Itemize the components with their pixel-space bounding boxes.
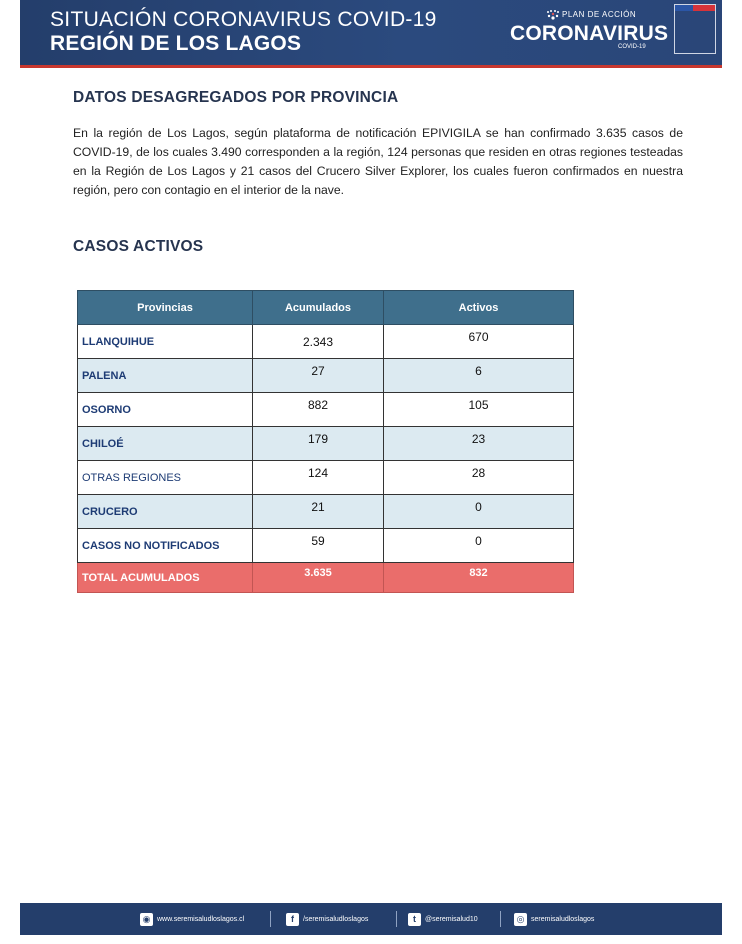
activos-value: 105 [384, 393, 574, 427]
province-name: CHILOÉ [78, 427, 253, 461]
province-name: PALENA [78, 359, 253, 393]
section-title-datos: DATOS DESAGREGADOS POR PROVINCIA [73, 89, 399, 106]
instagram-link[interactable]: seremisaludloslagos [531, 915, 595, 923]
activos-value: 670 [384, 325, 574, 359]
plan-sub-label: COVID-19 [618, 44, 646, 50]
activos-value: 6 [384, 359, 574, 393]
twitter-link[interactable]: @seremisalud10 [425, 915, 478, 923]
section-title-casos-activos: CASOS ACTIVOS [73, 238, 204, 255]
total-label: TOTAL ACUMULADOS [78, 563, 253, 593]
acumulados-value: 179 [253, 427, 384, 461]
activos-value: 0 [384, 495, 574, 529]
intro-paragraph: En la región de Los Lagos, según plataforma de notificación EPIVIGILA se han confirmado 3.635 casos de COVID-19, de los cuales 3.490 corresponden a la región, 124 personas que residen en otras regiones testeadas en la Región de Los Lagos y 21 casos del Crucero Silver Explorer, los cuales fueron confirmados en nuestra región, pero con contagio en el interior de la nave. [73, 126, 683, 197]
table-row [78, 427, 574, 461]
footer-divider [500, 911, 501, 927]
column-header-provincias: Provincias [78, 291, 253, 325]
plan-de-accion-logo [510, 6, 669, 58]
ministry-logo [674, 4, 716, 54]
table-row [78, 325, 574, 359]
globe-icon: ◉ [140, 913, 153, 926]
acumulados-value: 59 [253, 529, 384, 563]
activos-value: 28 [384, 461, 574, 495]
activos-value: 23 [384, 427, 574, 461]
plan-top-label: PLAN DE ACCIÓN [562, 10, 637, 19]
header-divider [20, 65, 722, 68]
footer-divider [270, 911, 271, 927]
province-name: CRUCERO [78, 495, 253, 529]
cases-table [77, 290, 574, 593]
table-row [78, 529, 574, 563]
footer-instagram[interactable] [514, 911, 594, 927]
activos-value: 0 [384, 529, 574, 563]
province-name: OSORNO [78, 393, 253, 427]
header-title-line1: SITUACIÓN CORONAVIRUS COVID-19 [50, 8, 437, 31]
footer-facebook[interactable] [286, 911, 368, 927]
header-banner [20, 0, 722, 65]
acumulados-value: 27 [253, 359, 384, 393]
table-row [78, 461, 574, 495]
province-name: CASOS NO NOTIFICADOS [78, 529, 253, 563]
twitter-icon: t [408, 913, 421, 926]
total-activos-value: 832 [384, 563, 574, 593]
table-row [78, 495, 574, 529]
header-title-line2: REGIÓN DE LOS LAGOS [50, 32, 302, 55]
footer-bar [20, 903, 722, 935]
dots-logo-icon [546, 8, 560, 20]
acumulados-value: 21 [253, 495, 384, 529]
column-header-activos: Activos [384, 291, 574, 325]
table-row [78, 359, 574, 393]
acumulados-value: 882 [253, 393, 384, 427]
province-name: OTRAS REGIONES [78, 461, 253, 495]
facebook-link[interactable]: /seremisaludloslagos [303, 915, 369, 923]
plan-main-label: CORONAVIRUS [510, 22, 669, 45]
column-header-acumulados: Acumulados [253, 291, 384, 325]
acumulados-value: 124 [253, 461, 384, 495]
facebook-icon: f [286, 913, 299, 926]
acumulados-value: 2.343 [253, 325, 384, 359]
footer-divider [396, 911, 397, 927]
footer-twitter[interactable] [408, 911, 478, 927]
total-acumulados-value: 3.635 [253, 563, 384, 593]
table-row [78, 393, 574, 427]
instagram-icon: ◎ [514, 913, 527, 926]
website-link[interactable]: www.seremisaludloslagos.cl [157, 915, 245, 923]
table-header-row [78, 291, 574, 325]
total-row [78, 563, 574, 593]
footer-website[interactable] [140, 911, 244, 927]
province-name: LLANQUIHUE [78, 325, 253, 359]
